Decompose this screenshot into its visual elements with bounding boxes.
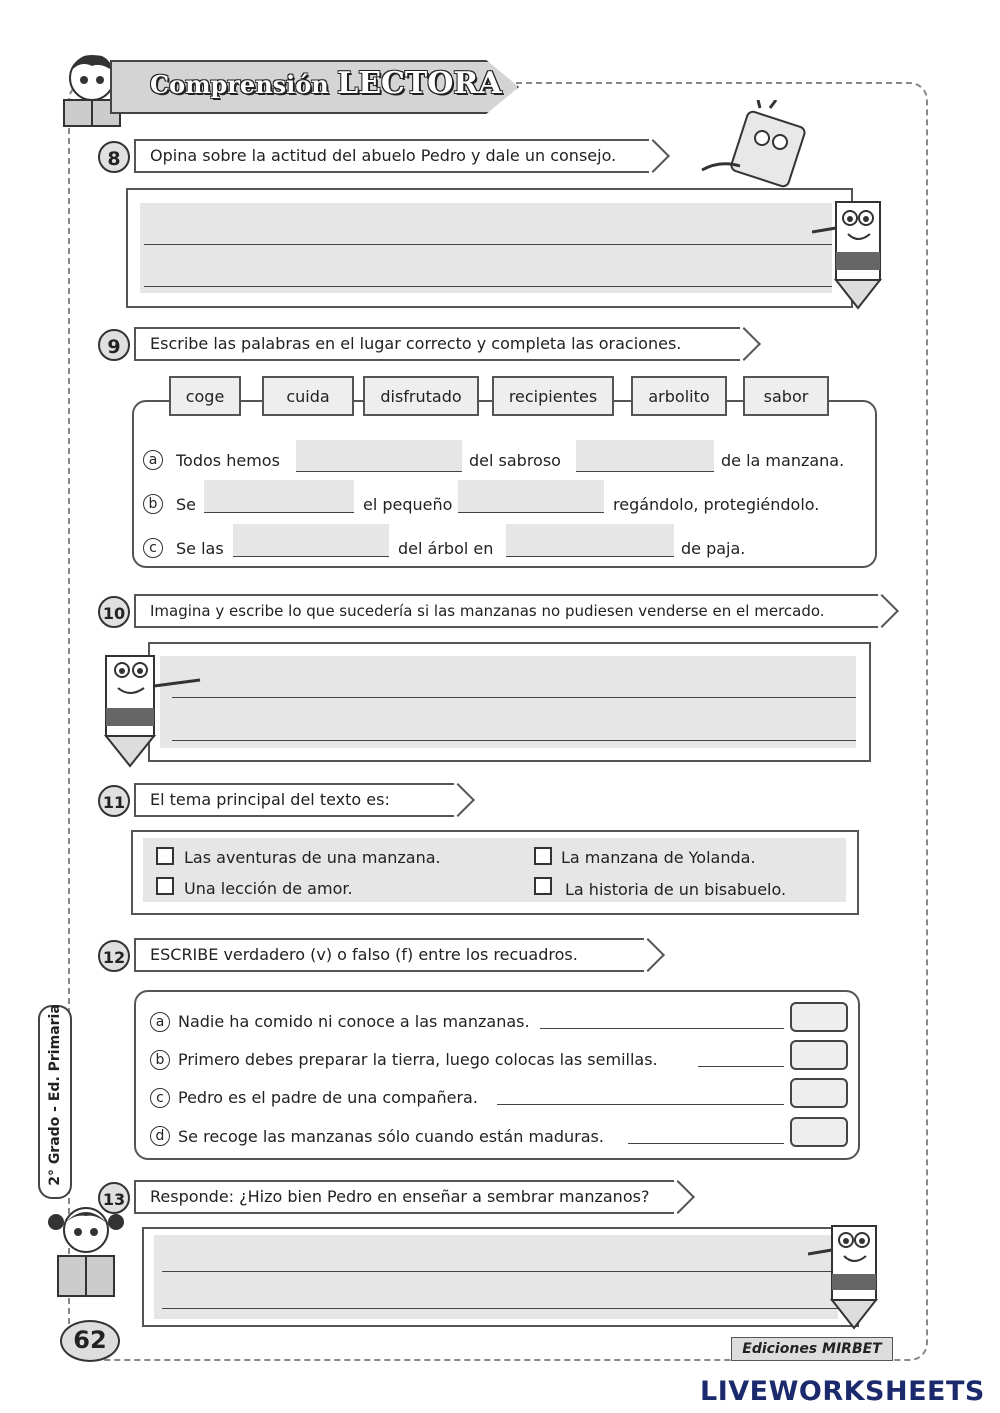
sentence-part: del sabroso — [469, 451, 561, 470]
option-label: Las aventuras de una manzana. — [184, 848, 441, 867]
option-label: La manzana de Yolanda. — [561, 848, 756, 867]
word-card[interactable]: cuida — [262, 376, 354, 416]
option-label: Una lección de amor. — [184, 879, 353, 898]
answer-line — [172, 697, 856, 698]
sentence-part: del árbol en — [398, 539, 494, 558]
question-number: 9 — [98, 329, 130, 361]
answer-area[interactable] — [154, 1235, 838, 1319]
item-letter: a — [143, 450, 163, 470]
answer-area[interactable] — [140, 203, 832, 293]
item-letter: d — [150, 1126, 170, 1146]
statement: Pedro es el padre de una compañera. — [178, 1088, 478, 1107]
sentence-part: de paja. — [681, 539, 746, 558]
grade-side-label: 2° Grado - Ed. Primaria — [38, 1005, 72, 1199]
item-letter: c — [143, 538, 163, 558]
question-number: 8 — [98, 141, 130, 173]
sentence-part: Se las — [176, 539, 224, 558]
true-false-box[interactable] — [790, 1002, 848, 1032]
question-prompt: El tema principal del texto es: — [134, 783, 454, 817]
word-card[interactable]: disfrutado — [363, 376, 479, 416]
dotted-line — [540, 1028, 784, 1029]
blank-field[interactable] — [204, 480, 354, 512]
statement: Primero debes preparar la tierra, luego colocas las semillas. — [178, 1050, 658, 1069]
blank-line — [296, 471, 462, 472]
item-letter: b — [150, 1050, 170, 1070]
page-number: 62 — [60, 1320, 120, 1362]
option-checkbox[interactable] — [534, 877, 552, 895]
question-prompt: Responde: ¿Hizo bien Pedro en enseñar a sembrar manzanos? — [134, 1180, 674, 1214]
blank-line — [576, 471, 714, 472]
item-letter: b — [143, 494, 163, 514]
blank-field[interactable] — [233, 524, 389, 556]
blank-field[interactable] — [296, 440, 462, 472]
item-letter: c — [150, 1088, 170, 1108]
question-prompt: Opina sobre la actitud del abuelo Pedro y dale un consejo. — [134, 139, 649, 173]
blank-line — [233, 556, 389, 557]
answer-line — [162, 1271, 838, 1272]
option-checkbox[interactable] — [156, 847, 174, 865]
question-prompt: Imagina y escribe lo que sucedería si las manzanas no pudiesen venderse en el mercado. — [134, 594, 878, 628]
answer-line — [162, 1308, 838, 1309]
sentence-part: Todos hemos — [176, 451, 280, 470]
answer-line — [172, 740, 856, 741]
sentence-part: de la manzana. — [721, 451, 845, 470]
true-false-box[interactable] — [790, 1117, 848, 1147]
pencil-mascot-icon — [808, 1218, 888, 1333]
pencil-mascot-icon — [812, 192, 892, 312]
statement: Nadie ha comido ni conoce a las manzanas. — [178, 1012, 530, 1031]
sentence-part: Se — [176, 495, 196, 514]
pencil-mascot-icon — [96, 642, 206, 772]
option-label: La historia de un bisabuelo. — [565, 880, 787, 899]
statement: Se recoge las manzanas sólo cuando están maduras. — [178, 1127, 604, 1146]
question-number: 13 — [98, 1182, 130, 1214]
word-card[interactable]: recipientes — [492, 376, 614, 416]
blank-line — [204, 512, 354, 513]
blank-line — [506, 556, 674, 557]
sentence-part: el pequeño — [363, 495, 453, 514]
question-prompt: Escribe las palabras en el lugar correcto y completa las oraciones. — [134, 327, 740, 361]
question-prompt: ESCRIBE verdadero (v) o falso (f) entre los recuadros. — [134, 938, 644, 972]
option-checkbox[interactable] — [534, 847, 552, 865]
dotted-line — [497, 1104, 784, 1105]
word-card[interactable]: arbolito — [631, 376, 727, 416]
dotted-line — [698, 1066, 784, 1067]
word-card[interactable]: coge — [169, 376, 241, 416]
item-letter: a — [150, 1012, 170, 1032]
blank-field[interactable] — [506, 524, 674, 556]
question-number: 11 — [98, 785, 130, 817]
blank-line — [458, 512, 604, 513]
brand-logo: LIVEWORKSHEETS — [700, 1376, 985, 1407]
answer-line — [144, 244, 832, 245]
page-title: Comprensión LECTORA — [150, 66, 502, 101]
true-false-box[interactable] — [790, 1040, 848, 1070]
reading-girl-icon — [44, 1198, 128, 1328]
sentence-part: regándolo, protegiéndolo. — [613, 495, 820, 514]
blank-field[interactable] — [576, 440, 714, 472]
publisher-label: Ediciones MIRBET — [731, 1337, 893, 1361]
true-false-box[interactable] — [790, 1078, 848, 1108]
option-checkbox[interactable] — [156, 877, 174, 895]
blank-field[interactable] — [458, 480, 604, 512]
answer-area[interactable] — [160, 656, 856, 748]
question-number: 12 — [98, 940, 130, 972]
dotted-line — [628, 1143, 784, 1144]
answer-line — [144, 286, 832, 287]
question-number: 10 — [98, 596, 130, 628]
book-mascot-icon — [690, 100, 830, 190]
word-card[interactable]: sabor — [743, 376, 829, 416]
